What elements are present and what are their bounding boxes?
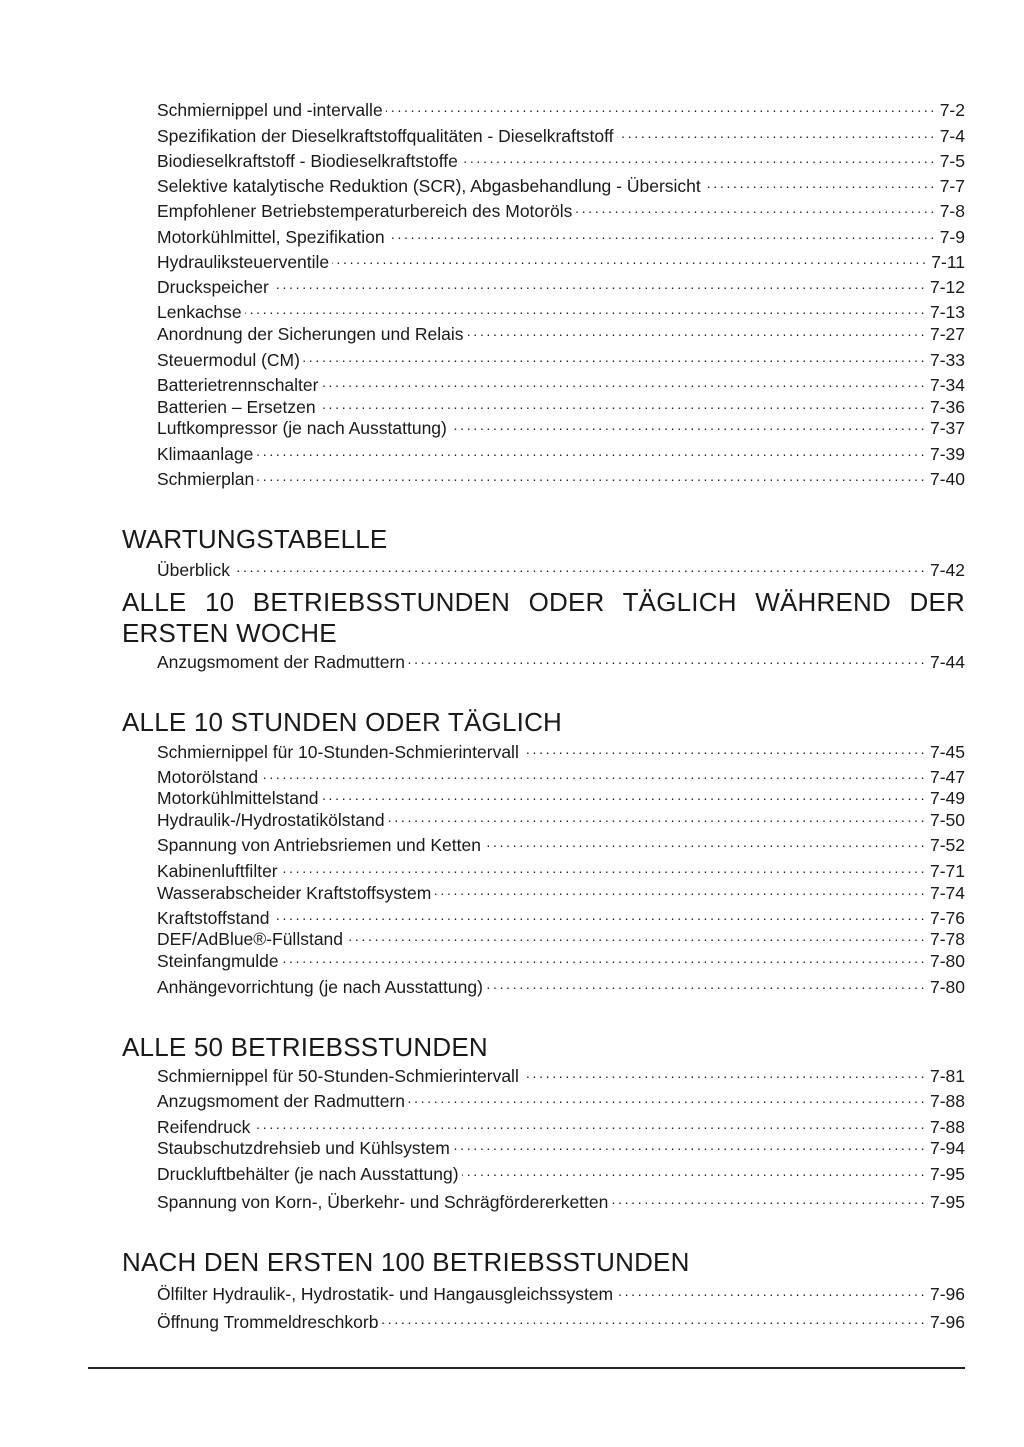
toc-entry-page: 7-33 <box>929 350 965 370</box>
section-heading-line2: ERSTEN WOCHE <box>122 618 337 648</box>
toc-entry-page: 7-34 <box>929 375 965 395</box>
toc-entry-page: 7-2 <box>939 100 965 120</box>
toc-entry-title: Luftkompressor (je nach Ausstattung) <box>157 418 447 438</box>
toc-entry-title: Selektive katalytische Reduktion (SCR), Abgasbehandlung - Übersicht <box>157 176 701 196</box>
toc-entry[interactable] <box>157 371 965 395</box>
toc-entry[interactable] <box>157 947 965 971</box>
toc-entry-page: 7-50 <box>929 810 965 830</box>
dot-leader <box>461 147 934 167</box>
toc-entry[interactable] <box>157 648 965 672</box>
dot-leader <box>261 763 924 783</box>
toc-entry[interactable] <box>157 1280 965 1304</box>
toc-entry-title: Empfohlener Betriebstemperaturbereich des Motoröls <box>157 201 573 221</box>
toc-entry-page: 7-7 <box>939 176 965 196</box>
toc-entry-title: Anzugsmoment der Radmuttern <box>157 1091 406 1111</box>
toc-entry-page: 7-88 <box>929 1091 965 1111</box>
dot-leader <box>321 784 924 804</box>
dot-leader <box>453 1134 924 1154</box>
toc-entry-title: Batterietrennschalter <box>157 375 319 395</box>
toc-entry-page: 7-81 <box>929 1066 965 1086</box>
toc-entry-title: Reifendruck <box>157 1117 251 1137</box>
toc-entry[interactable] <box>157 925 965 949</box>
dot-leader <box>282 947 924 967</box>
toc-entry[interactable] <box>157 784 965 808</box>
footer-rule <box>88 1367 965 1369</box>
dot-leader <box>611 1188 924 1208</box>
toc-entry[interactable] <box>157 273 965 297</box>
toc-entry-title: Klimaanlage <box>157 444 254 464</box>
dot-leader <box>704 172 934 192</box>
dot-leader <box>434 879 924 899</box>
toc-entry-page: 7-94 <box>929 1138 965 1158</box>
toc-entry[interactable] <box>157 197 965 221</box>
toc-entry-title: Biodieselkraftstoff - Biodieselkraftstoffe <box>157 151 458 171</box>
toc-entry-title: Hydraulik-/Hydrostatikölstand <box>157 810 385 830</box>
toc-entry-page: 7-71 <box>929 861 965 881</box>
toc-entry-page: 7-76 <box>929 908 965 928</box>
toc-entry-page: 7-13 <box>929 302 965 322</box>
toc-entry-page: 7-40 <box>929 469 965 489</box>
toc-entry-title: Druckspeicher <box>157 277 269 297</box>
toc-entry[interactable] <box>157 223 965 247</box>
dot-leader <box>388 223 934 243</box>
toc-entry-page: 7-8 <box>939 201 965 221</box>
dot-leader <box>303 346 924 366</box>
toc-entry-page: 7-42 <box>929 560 965 580</box>
toc-entry-title: Motorölstand <box>157 767 259 787</box>
toc-entry[interactable] <box>157 172 965 196</box>
toc-entry[interactable] <box>157 738 965 762</box>
toc-entry-page: 7-88 <box>929 1117 965 1137</box>
toc-entry[interactable] <box>157 298 965 322</box>
toc-entry-title: Batterien – Ersetzen <box>157 397 316 417</box>
toc-entry[interactable] <box>157 973 965 997</box>
toc-entry-title: Schmiernippel für 10-Stunden-Schmierintervall <box>157 742 519 762</box>
dot-leader <box>272 273 924 293</box>
dot-leader <box>388 806 924 826</box>
toc-entry[interactable] <box>157 1308 965 1332</box>
dot-leader <box>281 857 924 877</box>
toc-entry-title: Schmiernippel und -intervalle <box>157 100 383 120</box>
toc-entry-page: 7-5 <box>939 151 965 171</box>
toc-entry[interactable] <box>157 320 965 344</box>
toc-entry-page: 7-52 <box>929 835 965 855</box>
toc-entry-page: 7-96 <box>929 1284 965 1304</box>
toc-entry-page: 7-12 <box>929 277 965 297</box>
toc-entry[interactable] <box>157 465 965 489</box>
toc-entry-title: Kraftstoffstand <box>157 908 270 928</box>
toc-entry-title: Ölfilter Hydraulik-, Hydrostatik- und Hangausgleichssystem <box>157 1284 614 1304</box>
toc-entry-title: Hydrauliksteuerventile <box>157 252 330 272</box>
toc-entry-page: 7-4 <box>939 126 965 146</box>
toc-entry[interactable] <box>157 1087 965 1111</box>
toc-entry-page: 7-27 <box>929 324 965 344</box>
toc-entry[interactable] <box>157 414 965 438</box>
section-heading <box>122 587 965 649</box>
toc-entry-title: Steinfangmulde <box>157 951 279 971</box>
toc-entry-page: 7-11 <box>931 252 965 272</box>
toc-entry-page: 7-80 <box>929 977 965 997</box>
section-heading: WARTUNGSTABELLE <box>122 524 388 554</box>
toc-entry-title: Öffnung Trommeldreschkorb <box>157 1312 379 1332</box>
toc-entry[interactable] <box>157 248 965 272</box>
dot-leader <box>245 298 924 318</box>
toc-entry-title: Druckluftbehälter (je nach Ausstattung) <box>157 1164 459 1184</box>
toc-entry-title: Spannung von Antriebsriemen und Ketten <box>157 835 481 855</box>
toc-entry[interactable] <box>157 96 965 120</box>
toc-entry-page: 7-44 <box>929 652 965 672</box>
toc-entry-page: 7-95 <box>929 1192 965 1212</box>
dot-leader <box>257 465 924 485</box>
toc-entry-title: Spezifikation der Dieselkraftstoffqualitäten - Dieselkraftstoff <box>157 126 614 146</box>
dot-leader <box>233 556 924 576</box>
dot-leader <box>450 414 924 434</box>
toc-entry-title: Überblick <box>157 560 230 580</box>
toc-entry-title: DEF/AdBlue®-Füllstand <box>157 929 344 949</box>
dot-leader <box>346 925 924 945</box>
toc-entry-page: 7-9 <box>939 227 965 247</box>
toc-entry[interactable] <box>157 879 965 903</box>
dot-leader <box>466 320 924 340</box>
toc-entry-page: 7-45 <box>929 742 965 762</box>
dot-leader <box>386 96 934 116</box>
toc-entry-title: Motorkühlmittel, Spezifikation <box>157 227 385 247</box>
toc-entry-page: 7-47 <box>929 767 965 787</box>
toc-entry-title: Staubschutzdrehsieb und Kühlsystem <box>157 1138 450 1158</box>
toc-entry-page: 7-49 <box>929 788 965 808</box>
toc-entry-title: Anzugsmoment der Radmuttern <box>157 652 406 672</box>
toc-entry[interactable] <box>157 147 965 171</box>
toc-entry-title: Anordnung der Sicherungen und Relais <box>157 324 464 344</box>
toc-entry-title: Anhängevorrichtung (je nach Ausstattung) <box>157 977 483 997</box>
dot-leader <box>408 648 924 668</box>
section-heading: ALLE 10 STUNDEN ODER TÄGLICH <box>122 707 563 737</box>
section-heading-line1: ALLE 10 BETRIEBSSTUNDEN ODER TÄGLICH WÄHREND DER <box>122 587 965 617</box>
dot-leader <box>616 1280 924 1300</box>
toc-entry-title: Schmiernippel für 50-Stunden-Schmierintervall <box>157 1066 519 1086</box>
toc-entry-title: Schmierplan <box>157 469 255 489</box>
toc-entry-page: 7-36 <box>929 397 965 417</box>
section-heading: NACH DEN ERSTEN 100 BETRIEBSSTUNDEN <box>122 1247 690 1277</box>
toc-entry-title: Steuermodul (CM) <box>157 350 300 370</box>
dot-leader <box>486 973 924 993</box>
toc-entry-page: 7-78 <box>929 929 965 949</box>
dot-leader <box>321 371 923 391</box>
toc-entry[interactable] <box>157 857 965 881</box>
toc-entry-title: Kabinenluftfilter <box>157 861 278 881</box>
toc-entry-title: Motorkühlmittelstand <box>157 788 319 808</box>
toc-entry[interactable] <box>157 1188 965 1212</box>
toc-entry[interactable] <box>157 346 965 370</box>
dot-leader <box>256 440 924 460</box>
toc-entry-page: 7-39 <box>929 444 965 464</box>
toc-entry-title: Wasserabscheider Kraftstoffsystem <box>157 883 432 903</box>
toc-entry-page: 7-37 <box>929 418 965 438</box>
toc-entry[interactable] <box>157 556 965 580</box>
toc-entry[interactable] <box>157 1134 965 1158</box>
dot-leader <box>408 1087 924 1107</box>
toc-entry[interactable] <box>157 440 965 464</box>
dot-leader <box>381 1308 924 1328</box>
toc-entry-page: 7-80 <box>929 951 965 971</box>
dot-leader <box>253 1113 924 1133</box>
dot-leader <box>484 831 924 851</box>
dot-leader <box>522 1062 924 1082</box>
toc-entry-page: 7-74 <box>929 883 965 903</box>
toc-entry-page: 7-96 <box>929 1312 965 1332</box>
toc-entry[interactable] <box>157 1160 965 1184</box>
dot-leader <box>332 248 925 268</box>
toc-entry-title: Spannung von Korn-, Überkehr- und Schrägfördererketten <box>157 1192 609 1212</box>
toc-entry[interactable] <box>157 806 965 830</box>
dot-leader <box>575 197 933 217</box>
toc-entry[interactable] <box>157 122 965 146</box>
dot-leader <box>462 1160 924 1180</box>
toc-entry-page: 7-95 <box>929 1164 965 1184</box>
dot-leader <box>617 122 934 142</box>
dot-leader <box>319 393 924 413</box>
toc-entry[interactable] <box>157 831 965 855</box>
section-heading: ALLE 50 BETRIEBSSTUNDEN <box>122 1032 488 1062</box>
toc-entry-title: Lenkachse <box>157 302 242 322</box>
toc-entry[interactable] <box>157 1062 965 1086</box>
dot-leader <box>273 904 924 924</box>
dot-leader <box>522 738 924 758</box>
